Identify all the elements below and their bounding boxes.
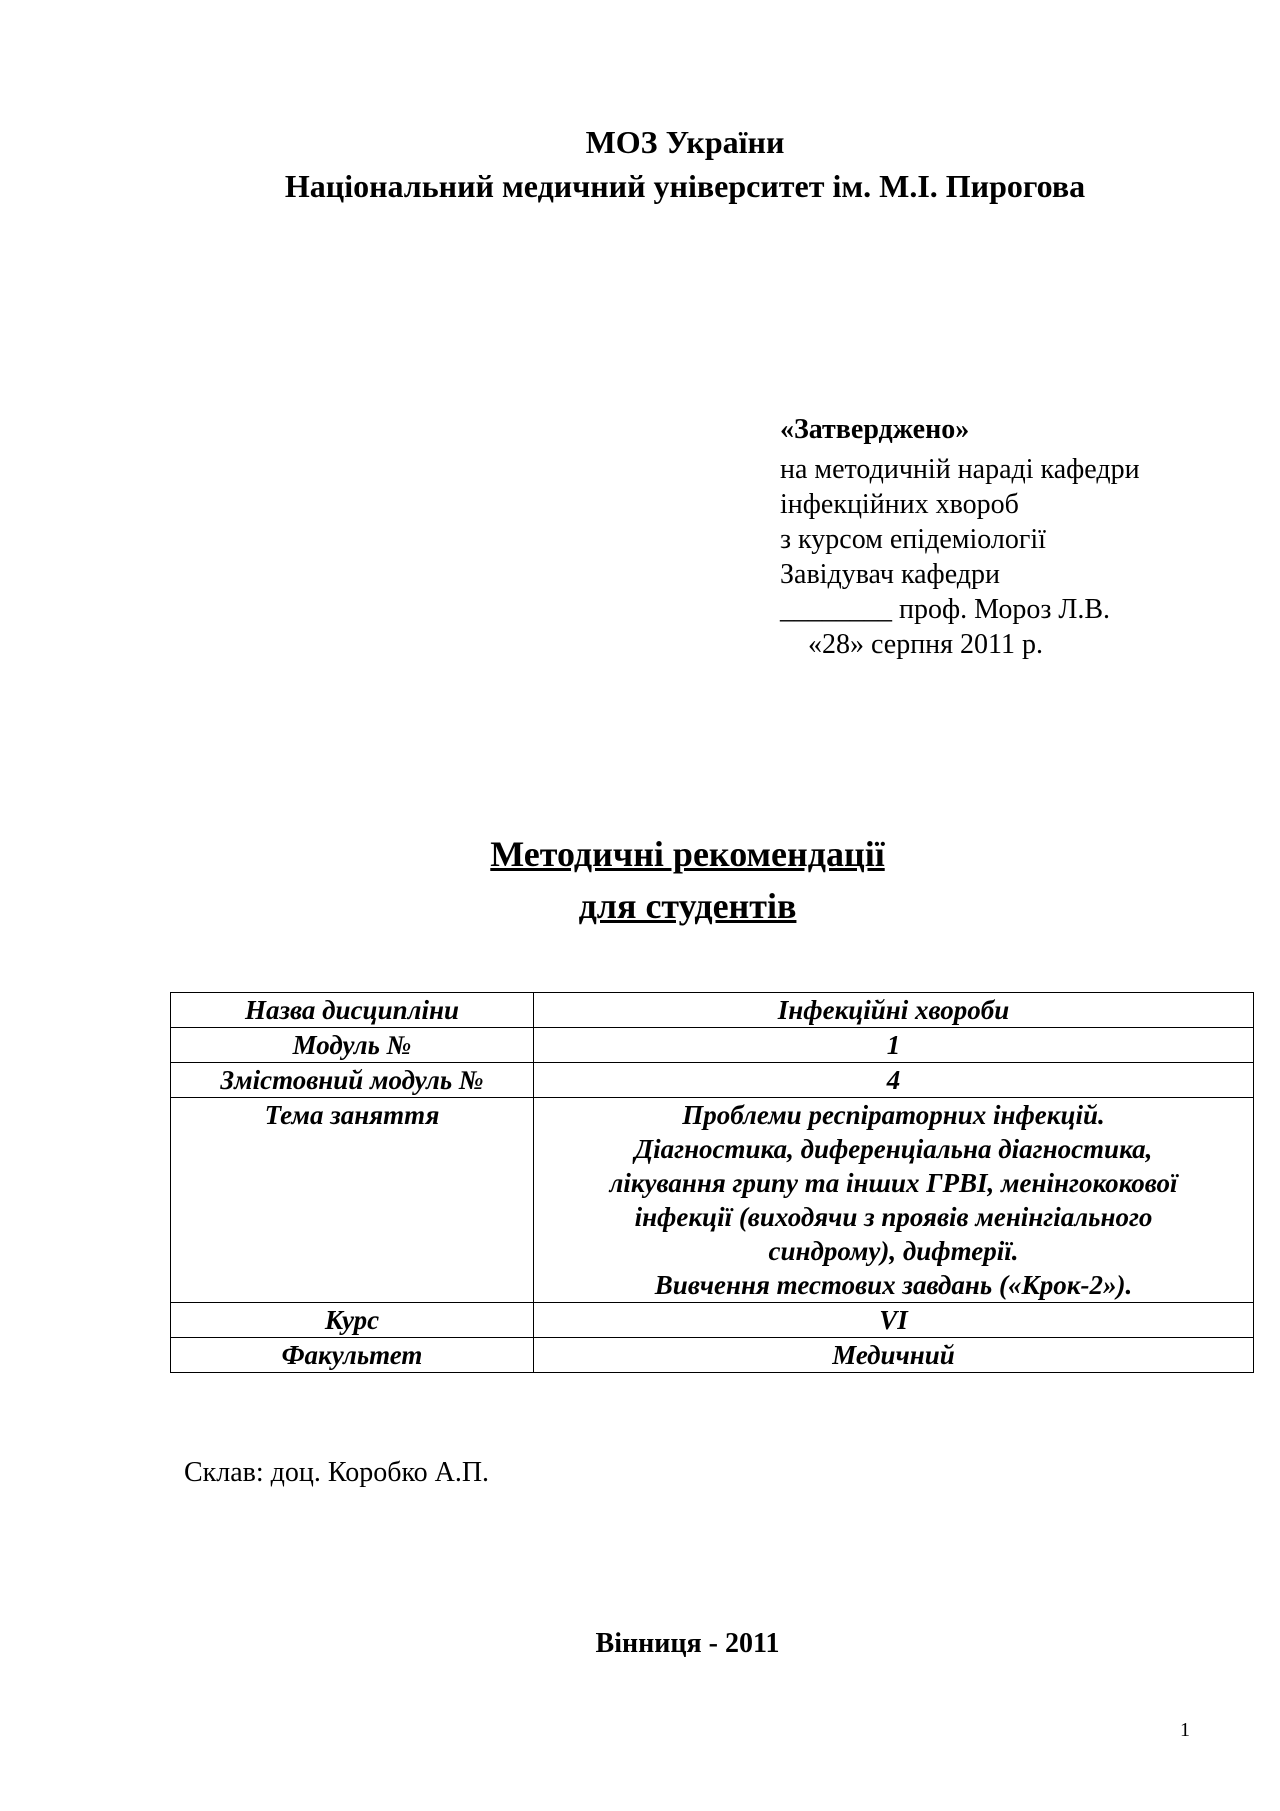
- table-label-cell: Модуль №: [171, 1028, 534, 1063]
- table-value-cell: [534, 1063, 1254, 1098]
- table-value-line: інфекції (виходячи з проявів менінгіального: [634, 1202, 1153, 1232]
- university-heading: Національний медичний університет ім. М.І. Пирогова: [284, 168, 1086, 204]
- table-value-line: Проблеми респіраторних інфекцій.: [682, 1100, 1105, 1130]
- approval-signature-line: ________ проф. Мороз Л.В.: [780, 594, 1111, 625]
- table-value-line: Вивчення тестових завдань («Крок-2»).: [654, 1270, 1133, 1300]
- document-title-line2: для студентів: [578, 886, 797, 926]
- table-value-line: VI: [879, 1305, 908, 1335]
- ministry-heading: МОЗ України: [585, 124, 785, 160]
- table-label-cell: Тема заняття: [171, 1098, 534, 1303]
- approval-date-line: «28» серпня 2011 р.: [780, 629, 1044, 660]
- table-row: [171, 1063, 1254, 1098]
- approval-line: інфекційних хвороб: [780, 489, 1019, 520]
- approval-block: [780, 412, 1140, 662]
- table-row: [171, 993, 1254, 1028]
- table-value-line: 1: [886, 1030, 901, 1060]
- table-label-cell: Факультет: [171, 1338, 534, 1373]
- table-value-cell: [534, 993, 1254, 1028]
- table-row: [171, 1028, 1254, 1063]
- table-label-cell: Змістовний модуль №: [171, 1063, 534, 1098]
- table-value-cell: [534, 1098, 1254, 1303]
- approval-line: з курсом епідеміології: [780, 524, 1046, 555]
- page-number: 1: [1180, 1719, 1190, 1741]
- table-value-line: Інфекційні хвороби: [777, 995, 1010, 1025]
- table-label-cell: Назва дисципліни: [171, 993, 534, 1028]
- approval-line: Завідувач кафедри: [780, 559, 1000, 590]
- approval-line: на методичній нараді кафедри: [780, 454, 1140, 485]
- approval-title: «Затверджено»: [780, 414, 970, 445]
- table-row: [171, 1303, 1254, 1338]
- table-value-line: 4: [886, 1065, 901, 1095]
- table-label-cell: Курс: [171, 1303, 534, 1338]
- table-value-line: Медичний: [832, 1340, 955, 1370]
- author-line: Склав: доц. Коробко А.П.: [184, 1457, 490, 1488]
- table-value-line: лікування грипу та інших ГРВІ, менінгококової: [609, 1168, 1178, 1198]
- table-row: [171, 1338, 1254, 1373]
- city-year: Вінниця - 2011: [595, 1628, 780, 1659]
- table-value-cell: [534, 1303, 1254, 1338]
- table-row: [171, 1098, 1254, 1303]
- table-value-line: Діагностика, диференціальна діагностика,: [634, 1134, 1153, 1164]
- table-value-cell: [534, 1028, 1254, 1063]
- table-value-cell: [534, 1338, 1254, 1373]
- table-value-line: синдрому), дифтерії.: [768, 1236, 1019, 1266]
- course-info-table: [170, 992, 1254, 1373]
- document-title-line1: Методичні рекомендації: [490, 834, 885, 874]
